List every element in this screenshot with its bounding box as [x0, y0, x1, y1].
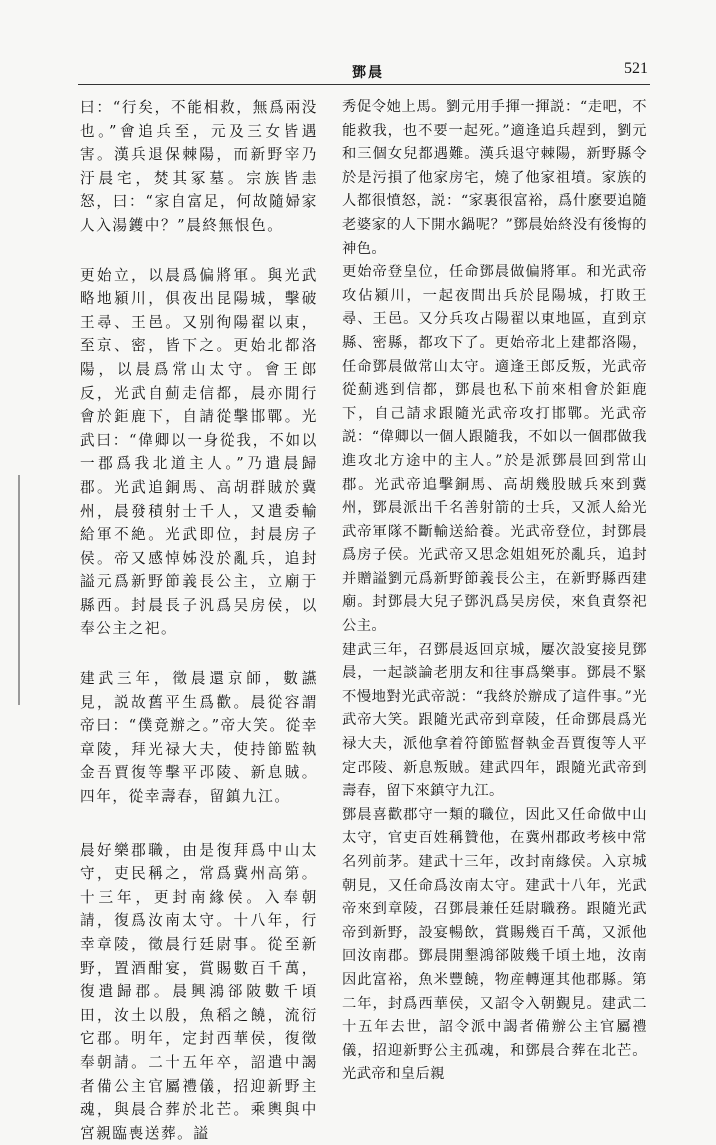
classical-paragraph: 曰：“行矣，不能相救，無爲兩没也。”會追兵至，元及三女皆遇害。漢兵退保棘陽，而新野宰乃汙晨宅，焚其冢墓。宗族皆恚怒，曰：“家自富足，何故隨婦家人入湯鑊中？”晨終無恨色。	[80, 99, 318, 234]
translation-paragraph: 更始帝登皇位，任命鄧晨做偏將軍。和光武帝攻佔潁川，一起夜間出兵於昆陽城，打敗王尋、王邑。又分兵攻占陽翟以東地區，直到京縣、密縣，都攻下了。更始帝北上建都洛陽，任命鄧晨做常山太守。適逢王郎反叛，光武帝從薊逃到信都，鄧晨也私下前來相會於鉅鹿下，自己請求跟隨光武帝攻打邯鄲。光武帝説：“偉卿以一個人跟隨我，不如以一個郡做我進攻北方途中的主人。”於是派鄧晨回到常山郡。光武帝追擊銅馬、高胡幾股賊兵來到冀州，鄧晨派出千名善射箭的士兵，又派人給光武帝軍隊不斷輸送給養。光武帝登位，封鄧晨爲房子侯。光武帝又思念姐姐死於亂兵，追封并贈謚劉元爲新野節義長公主，在新野縣西建廟。封鄧晨大兒子鄧汎爲吴房侯，來負責祭祀公主。	[342, 264, 647, 635]
translation-column	[342, 96, 647, 1087]
running-title: 鄧晨	[352, 65, 384, 81]
classical-text-column	[80, 96, 318, 1145]
translation-paragraph: 秀促令她上馬。劉元用手揮一揮説：“走吧，不能救我，也不要一起死。”適逢追兵趕到，劉元和三個女兒都遇難。漢兵退守棘陽，新野縣令於是污損了他家房宅，燒了他家祖墳。家族的人都很憤怒，説：“家裏很富裕，爲什麽要追隨老婆家的人下開水鍋呢？”鄧晨始終没有後悔的神色。	[342, 99, 647, 257]
classical-paragraph: 建武三年，徵晨還京師，數讌見，説故舊平生爲歡。晨從容謂帝曰：“僕竟辦之。”帝大笑。從幸章陵，拜光禄大夫，使持節監執金吾賈復等擊平邔陵、新息賊。四年，從幸壽春，留鎮九江。	[80, 670, 318, 806]
classical-paragraph: 更始立，以晨爲偏將軍。與光武略地潁川，俱夜出昆陽城，擊破王尋、王邑。又别徇陽翟以東，至京、密，皆下之。更始北都洛陽，以晨爲常山太守。會王郎反，光武自薊走信都，晨亦閒行會於鉅鹿下，自請從擊邯鄲。光武曰：“偉卿以一身從我，不如以一郡爲我北道主人。”乃遣晨歸郡。光武追銅馬、高胡群賊於冀州，晨發積射士千人，又遣委輸給軍不絶。光武即位，封晨房子侯。帝又感悼姊没於亂兵，追封謚元爲新野節義長公主，立廟于縣西。封晨長子汎爲吴房侯，以奉公主之祀。	[80, 266, 318, 638]
classical-paragraph: 晨好樂郡職，由是復拜爲中山太守，吏民稱之，常爲冀州高第。十三年，更封南緣侯。入奉朝請，復爲汝南太守。十八年，行幸章陵，徵晨行廷尉事。從至新野，置酒酣宴，賞賜數百千萬，復遣歸郡。晨興鴻郤陂數千頃田，汝土以殷，魚稻之饒，流衍它郡。明年，定封西華侯，復徵奉朝請。二十五年卒，詔遣中謁者備公主官屬禮儀，招迎新野主魂，與晨合葬於北芒。乘輿與中宮親臨喪送葬。謚	[80, 841, 318, 1142]
translation-paragraph: 鄧晨喜歡郡守一類的職位，因此又任命做中山太守，官吏百姓稱贊他，在冀州郡政考核中常名列前茅。建武十三年，改封南緣侯。入京城朝見，又任命爲汝南太守。建武十八年，光武帝來到章陵，召鄧晨兼任廷尉職務。跟隨光武帝到新野，設宴暢飲，賞賜幾百千萬，又派他回汝南郡。鄧晨開墾鴻郤陂幾千頃土地，汝南因此富裕，魚米豐饒，物産轉運其他郡縣。第二年，封爲西華侯，又詔令入朝覲見。建武二十五年去世，詔令派中謁者備辦公主官屬禮儀，招迎新野公主孤魂，和鄧晨合葬在北芒。光武帝和皇后親	[342, 806, 647, 1083]
page-header	[88, 60, 648, 82]
page-number: 521	[624, 60, 648, 77]
translation-paragraph: 建武三年，召鄧晨返回京城，屢次設宴接見鄧晨，一起談論老朋友和往事爲樂事。鄧晨不緊不慢地對光武帝説：“我終於辦成了這件事。”光武帝大笑。跟隨光武帝到章陵，任命鄧晨爲光禄大夫，派他拿着符節監督執金吾賈復等人平定邔陵、新息叛賊。建武四年，跟隨光武帝到壽春，留下來鎮守九江。	[342, 641, 647, 800]
binding-mark	[18, 475, 20, 705]
header-rule	[78, 84, 650, 85]
